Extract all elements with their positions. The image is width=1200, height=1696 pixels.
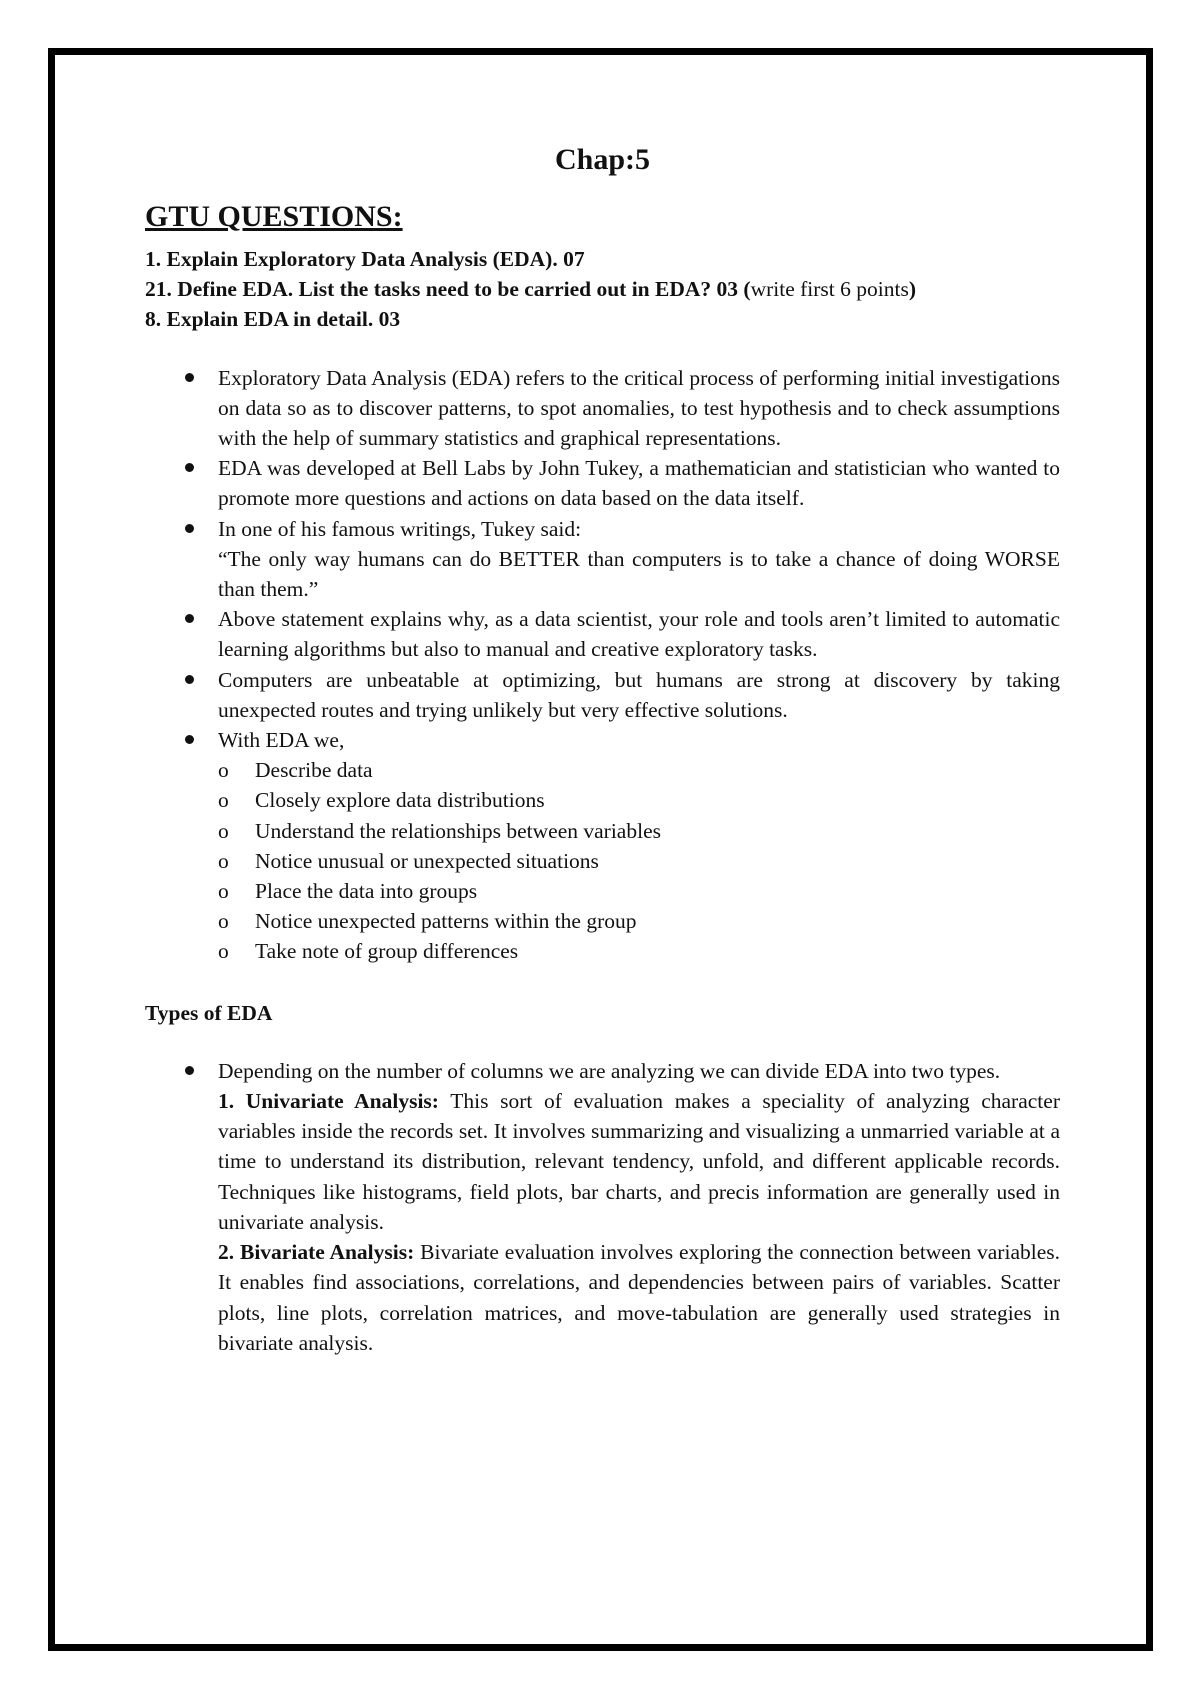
gtu-questions-heading: GTU QUESTIONS: xyxy=(145,200,403,233)
question-list xyxy=(145,244,1060,335)
bullet-tukey-quote: In one of his famous writings, Tukey said: “The only way humans can do BETTER than computers is to take a chance of doing WORSE than them.” xyxy=(145,514,1060,605)
circle-bullet-icon: o xyxy=(218,818,229,843)
types-of-eda-heading: Types of EDA xyxy=(145,1000,273,1025)
list-item: o Place the data into groups xyxy=(218,876,1060,906)
types-bullet-list xyxy=(145,1056,1060,1358)
list-item: o Take note of group differences xyxy=(218,936,1060,966)
univariate-paragraph: 1. Univariate Analysis: This sort of evaluation makes a speciality of analyzing character variables inside the records set. It involves summarizing and visualizing a unmarried variable at a time to understand its distribution, relevant tendency, unfold, and different applicable records. Techniques like histograms, field plots, bar charts, and precis information are generally used in univariate analysis. xyxy=(218,1089,1060,1234)
bivariate-label: 2. Bivariate Analysis: xyxy=(218,1240,415,1265)
bullet-with-eda: With EDA we, o Describe data o Closely explore data distributions o Understand the relationships between variables o Notice unusual or unexpected situations o Place the data into groups o Notice unexpected patterns within the group o Take note of group differences xyxy=(145,725,1060,967)
bullet-computers: Computers are unbeatable at optimizing, but humans are strong at discovery by taking unexpected routes and trying unlikely but very effective solutions. xyxy=(145,665,1060,725)
circle-bullet-icon: o xyxy=(218,909,229,934)
circle-bullet-icon: o xyxy=(218,758,229,783)
circle-bullet-icon: o xyxy=(218,788,229,813)
circle-bullet-icon: o xyxy=(218,879,229,904)
circle-bullet-icon: o xyxy=(218,939,229,964)
bullet-types xyxy=(145,1056,1060,1358)
bullet-history: EDA was developed at Bell Labs by John Tukey, a mathematician and statistician who wanted to promote more questions and actions on data based on the data itself. xyxy=(145,453,1060,513)
list-item: o Describe data xyxy=(218,755,1060,785)
question-21: 21. Define EDA. List the tasks need to be carried out in EDA? 03 (write first 6 points) xyxy=(145,277,916,302)
bivariate-paragraph: 2. Bivariate Analysis: Bivariate evaluation involves exploring the connection between variables. It enables find associations, correlations, and dependencies between pairs of variables. Scatter plots, line plots, correlation matrices, and move-tabulation are generally used strategies in bivariate analysis. xyxy=(218,1240,1060,1355)
question-note: write first 6 points xyxy=(750,277,909,302)
tukey-quote: “The only way humans can do BETTER than computers is to take a chance of doing WORSE than them.” xyxy=(218,546,1060,602)
chapter-title: Chap:5 xyxy=(554,143,651,176)
list-item: o Notice unusual or unexpected situations xyxy=(218,846,1060,876)
list-item: o Closely explore data distributions xyxy=(218,785,1060,815)
list-item: o Notice unexpected patterns within the group xyxy=(218,906,1060,936)
types-intro: Depending on the number of columns we are analyzing we can divide EDA into two types. xyxy=(218,1058,1001,1083)
bullet-definition: Exploratory Data Analysis (EDA) refers to the critical process of performing initial investigations on data so as to discover patterns, to spot anomalies, to test hypothesis and to check assumptions with the help of summary statistics and graphical representations. xyxy=(145,363,1060,454)
question-1: 1. Explain Exploratory Data Analysis (EDA). 07 xyxy=(145,247,585,271)
circle-bullet-icon: o xyxy=(218,848,229,873)
bullet-role: Above statement explains why, as a data scientist, your role and tools aren’t limited to automatic learning algorithms but also to manual and creative exploratory tasks. xyxy=(145,604,1060,664)
document-body xyxy=(145,140,1060,1358)
list-item: o Understand the relationships between variables xyxy=(218,816,1060,846)
eda-bullet-list xyxy=(145,363,1060,967)
univariate-label: 1. Univariate Analysis: xyxy=(218,1089,439,1114)
question-8: 8. Explain EDA in detail. 03 xyxy=(145,307,401,332)
eda-task-list xyxy=(218,755,1060,966)
